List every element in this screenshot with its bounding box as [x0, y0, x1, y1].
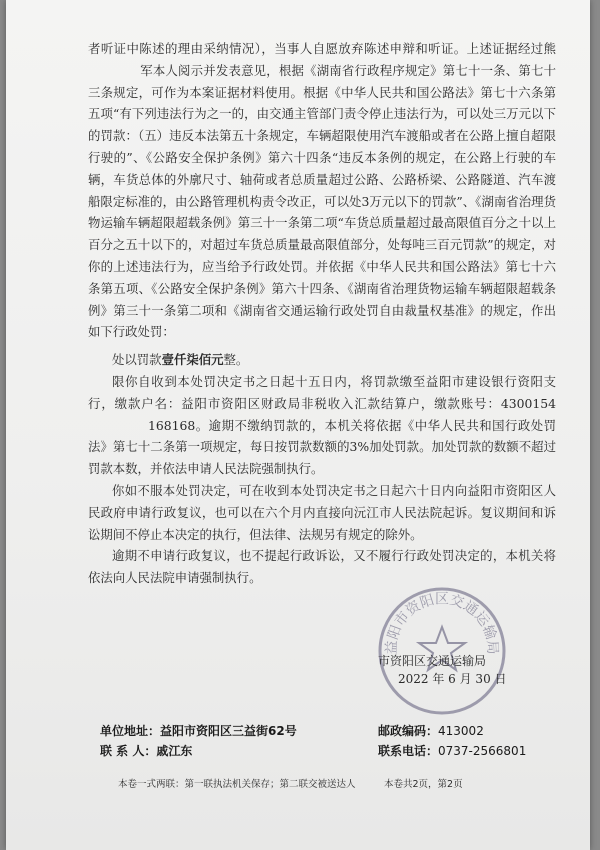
text-run: 整。 [223, 352, 249, 368]
postcode-value: 413002 [438, 724, 484, 738]
paragraph-evidence [88, 38, 556, 343]
penalty-amount: 壹仟柒佰元 [161, 352, 224, 368]
issuing-authority: 市资阳区交通运输局 [378, 654, 487, 668]
account-number-part2: 168168 [148, 417, 196, 433]
text-run: 限你自收到本处罚决定书之日起十五日内，将罚款缴至益阳市建设银行资阳支行，缴款户名：益阳市资阳区财政局非税收入汇款结算户，缴款账号： [88, 373, 556, 411]
phone-row [378, 742, 526, 759]
paragraph-enforcement: 逾期不申请行政复议，也不提起行政诉讼，又不履行行政处罚决定的，本机关将依法向人民法院申请强制执行。 [88, 548, 556, 586]
official-seal [376, 585, 508, 717]
address-value: 益阳市资阳区三益街62号 [160, 724, 297, 738]
document-body [88, 38, 556, 589]
text-run: 处以罚款 [112, 352, 162, 368]
postcode-row [378, 722, 484, 739]
page-count: 本卷共2页，第2页 [384, 779, 463, 790]
postcode-label: 邮政编码： [378, 724, 439, 738]
text-run: 者听证中陈述的理由采纳情况），当事人自愿放弃陈述申辩和听证。上述证据经过熊 [88, 41, 556, 56]
phone-label: 联系电话： [378, 744, 439, 758]
contact-row [100, 742, 192, 759]
address-label: 单位地址： [100, 724, 161, 738]
contact-label: 联 系 人： [100, 744, 157, 758]
address-row [100, 722, 297, 739]
text-run: 。逾期不缴纳罚款的，本机关将依据《中华人民共和国行政处罚法》第七十二条第一项规定，每日按罚款数额的3%加处罚款。加处罚款的数额不超过罚款本数，并依法申请人民法院强制执行。 [88, 417, 556, 477]
phone-value: 0737-2566801 [438, 744, 527, 758]
account-number-part1: 4300154 [500, 395, 556, 411]
paragraph-penalty [88, 349, 556, 371]
seal-text: 益阳市资阳区交通运输局 [383, 591, 501, 655]
copies-note: 本卷一式两联：第一联执法机关保存；第二联交被送达人 [118, 779, 356, 790]
paragraph-appeal: 你如不服本处罚决定，可在收到本处罚决定书之日起六十日内向益阳市资阳区人民政府申请行政复议，也可以在六个月内直接向沅江市人民法院起诉。复议期间和诉讼期间不停止本决定的执行，但法律、法规另有规定的除外。 [88, 482, 556, 542]
contact-value: 戚江东 [156, 744, 193, 758]
paragraph-payment [88, 371, 556, 480]
issue-date: 2022 年 6 月 30 日 [398, 672, 507, 686]
document-page [6, 0, 590, 850]
text-run: 军本人阅示并发表意见，根据《湖南省行政程序规定》第七十一条、第七十三条规定，可作为本案证据材料使用。根据《中华人民共和国公路法》第七十六条第五项“有下列违法行为之一的，由交通主管部门责令停止违法行为，可以处三万元以下的罚款：（五）违反本法第五十条规定，车辆超限使用汽车渡船或者在公路上擅自超限行驶的”、《公路安全保护条例》第六十四条“违反本条例的规定，在公路上行驶的车辆，车货总体的外廓尺寸、轴荷或者总质量超过公路、公路桥梁、公路隧道、汽车渡船限定标准的，由公路管理机构责令改正，可以处3万元以下的罚款”、《湖南省治理货物运输车辆超限超载条例》第三十一条第二项“车货总质量超过最高限值百分之十以上百分之五十以下的，对超过车货总质量最高限值部分，处每吨三百元罚款”的规定，对你的上述违法行为，应当给予行政处罚。并依据《中华人民共和国公路法》第七十六条第五项、《公路安全保护条例》第六十四条、《湖南省治理货物运输车辆超限超载条例》第三十一条第二项和《湖南省交通运输行政处罚自由裁量权基准》的规定，作出如下行政处罚： [88, 62, 556, 340]
